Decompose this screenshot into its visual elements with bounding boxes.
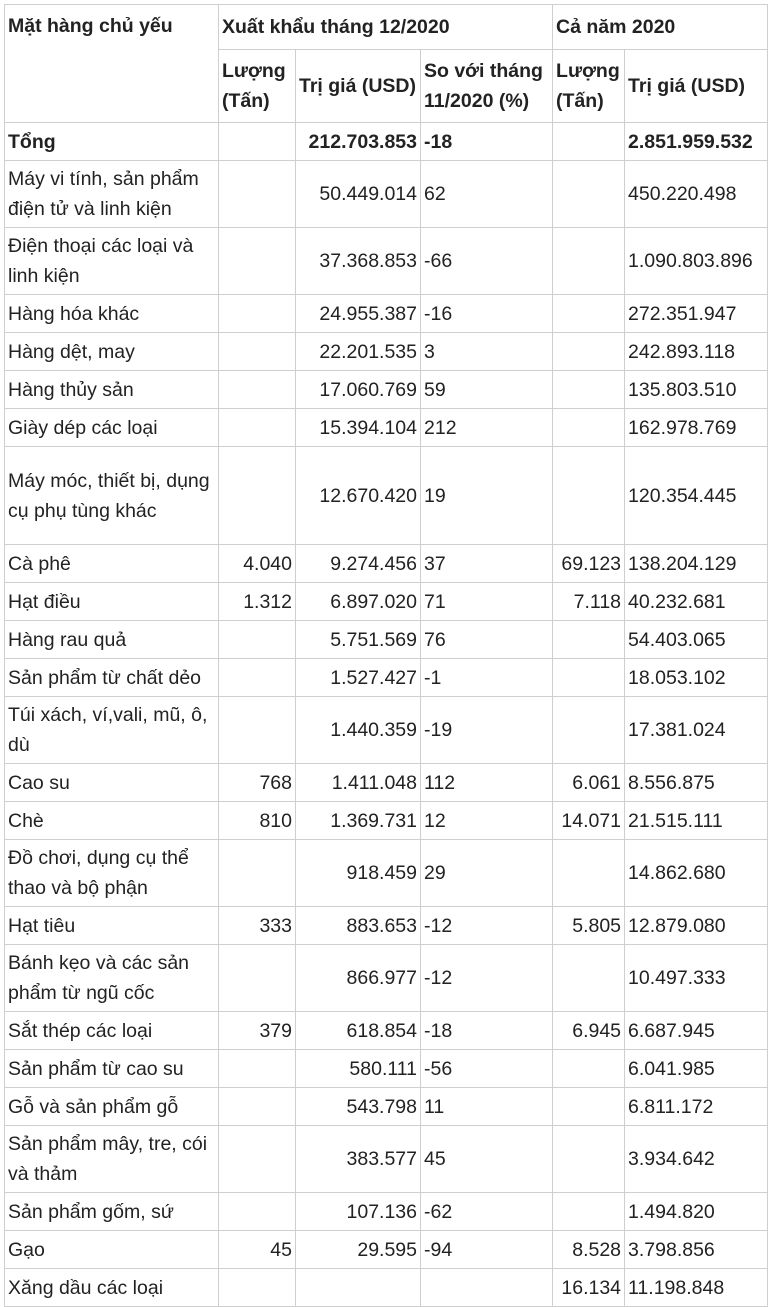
qty-month (219, 621, 296, 659)
table-row (5, 945, 768, 1012)
item-name: Hạt tiêu (5, 907, 219, 945)
value-year: 3.934.642 (625, 1126, 768, 1193)
qty-month (219, 1193, 296, 1231)
qty-year: 7.118 (553, 583, 625, 621)
value-month: 866.977 (296, 945, 421, 1012)
value-year: 138.204.129 (625, 545, 768, 583)
qty-month (219, 1269, 296, 1307)
percent-change: 3 (421, 333, 553, 371)
qty-month (219, 447, 296, 545)
value-year: 272.351.947 (625, 295, 768, 333)
item-name: Giày dép các loại (5, 409, 219, 447)
qty-month: 379 (219, 1012, 296, 1050)
qty-year (553, 333, 625, 371)
value-month: 580.111 (296, 1050, 421, 1088)
table-row (5, 333, 768, 371)
qty-month (219, 161, 296, 228)
value-month: 5.751.569 (296, 621, 421, 659)
value-year: 162.978.769 (625, 409, 768, 447)
value-year: 14.862.680 (625, 840, 768, 907)
header-month-group: Xuất khẩu tháng 12/2020 (219, 5, 553, 50)
qty-month: 4.040 (219, 545, 296, 583)
table-row (5, 1126, 768, 1193)
item-name: Sản phẩm mây, tre, cói và thảm (5, 1126, 219, 1193)
qty-month (219, 1050, 296, 1088)
table-row (5, 907, 768, 945)
value-month: 1.411.048 (296, 764, 421, 802)
table-row (5, 1231, 768, 1269)
percent-change: 62 (421, 161, 553, 228)
item-name: Gạo (5, 1231, 219, 1269)
percent-change: -19 (421, 697, 553, 764)
value-year: 1.494.820 (625, 1193, 768, 1231)
value-month (296, 1269, 421, 1307)
qty-year: 6.945 (553, 1012, 625, 1050)
qty-year (553, 621, 625, 659)
item-name: Bánh kẹo và các sản phẩm từ ngũ cốc (5, 945, 219, 1012)
item-name: Sắt thép các loại (5, 1012, 219, 1050)
qty-year: 16.134 (553, 1269, 625, 1307)
percent-change: 29 (421, 840, 553, 907)
percent-change: -18 (421, 123, 553, 161)
header-year-group: Cả năm 2020 (553, 5, 768, 50)
qty-year (553, 697, 625, 764)
percent-change: -66 (421, 228, 553, 295)
value-month: 212.703.853 (296, 123, 421, 161)
value-year: 2.851.959.532 (625, 123, 768, 161)
value-month: 22.201.535 (296, 333, 421, 371)
qty-year (553, 371, 625, 409)
value-year: 450.220.498 (625, 161, 768, 228)
qty-year: 69.123 (553, 545, 625, 583)
value-year: 6.811.172 (625, 1088, 768, 1126)
table-row (5, 295, 768, 333)
table-row (5, 840, 768, 907)
value-month: 9.274.456 (296, 545, 421, 583)
qty-year: 6.061 (553, 764, 625, 802)
value-year: 17.381.024 (625, 697, 768, 764)
value-month: 918.459 (296, 840, 421, 907)
percent-change: -56 (421, 1050, 553, 1088)
value-month: 15.394.104 (296, 409, 421, 447)
table-row (5, 764, 768, 802)
qty-month: 1.312 (219, 583, 296, 621)
table-row (5, 1050, 768, 1088)
item-name: Sản phẩm từ cao su (5, 1050, 219, 1088)
percent-change (421, 1269, 553, 1307)
item-name: Máy vi tính, sản phẩm điện tử và linh kiện (5, 161, 219, 228)
value-month: 24.955.387 (296, 295, 421, 333)
table-row (5, 583, 768, 621)
item-name: Xăng dầu các loại (5, 1269, 219, 1307)
value-month: 618.854 (296, 1012, 421, 1050)
header-compare: So với tháng 11/2020 (%) (421, 50, 553, 123)
value-year: 135.803.510 (625, 371, 768, 409)
qty-month (219, 945, 296, 1012)
percent-change: -94 (421, 1231, 553, 1269)
percent-change: -16 (421, 295, 553, 333)
qty-year (553, 409, 625, 447)
percent-change: 37 (421, 545, 553, 583)
value-month: 37.368.853 (296, 228, 421, 295)
qty-year (553, 447, 625, 545)
value-month: 12.670.420 (296, 447, 421, 545)
item-name: Túi xách, ví,vali, mũ, ô, dù (5, 697, 219, 764)
table-row (5, 447, 768, 545)
qty-month (219, 840, 296, 907)
item-name: Hàng thủy sản (5, 371, 219, 409)
header-qty-year: Lượng (Tấn) (553, 50, 625, 123)
item-name: Tổng (5, 123, 219, 161)
value-year: 11.198.848 (625, 1269, 768, 1307)
qty-month (219, 333, 296, 371)
table-row (5, 621, 768, 659)
value-month: 1.440.359 (296, 697, 421, 764)
percent-change: -12 (421, 907, 553, 945)
value-year: 40.232.681 (625, 583, 768, 621)
value-month: 1.527.427 (296, 659, 421, 697)
percent-change: 76 (421, 621, 553, 659)
percent-change: 59 (421, 371, 553, 409)
value-year: 21.515.111 (625, 802, 768, 840)
qty-month: 768 (219, 764, 296, 802)
qty-year (553, 659, 625, 697)
header-value-year: Trị giá (USD) (625, 50, 768, 123)
table-row (5, 697, 768, 764)
item-name: Cao su (5, 764, 219, 802)
value-year: 8.556.875 (625, 764, 768, 802)
qty-year (553, 228, 625, 295)
table-row (5, 802, 768, 840)
header-item: Mặt hàng chủ yếu (5, 5, 219, 123)
qty-month (219, 697, 296, 764)
table-row (5, 409, 768, 447)
qty-year: 8.528 (553, 1231, 625, 1269)
header-value: Trị giá (USD) (296, 50, 421, 123)
value-year: 242.893.118 (625, 333, 768, 371)
qty-month (219, 371, 296, 409)
percent-change: -18 (421, 1012, 553, 1050)
export-table (4, 4, 768, 1307)
value-month: 17.060.769 (296, 371, 421, 409)
qty-year (553, 1050, 625, 1088)
item-name: Điện thoại các loại và linh kiện (5, 228, 219, 295)
percent-change: 71 (421, 583, 553, 621)
value-month: 1.369.731 (296, 802, 421, 840)
item-name: Đồ chơi, dụng cụ thể thao và bộ phận (5, 840, 219, 907)
value-year: 6.687.945 (625, 1012, 768, 1050)
table-body (5, 123, 768, 1307)
item-name: Hạt điều (5, 583, 219, 621)
qty-year: 5.805 (553, 907, 625, 945)
qty-year: 14.071 (553, 802, 625, 840)
value-year: 6.041.985 (625, 1050, 768, 1088)
item-name: Hàng dệt, may (5, 333, 219, 371)
qty-year (553, 161, 625, 228)
value-month: 29.595 (296, 1231, 421, 1269)
qty-year (553, 1126, 625, 1193)
percent-change: -12 (421, 945, 553, 1012)
qty-year (553, 1088, 625, 1126)
percent-change: -1 (421, 659, 553, 697)
qty-month (219, 1126, 296, 1193)
table-row (5, 545, 768, 583)
value-year: 12.879.080 (625, 907, 768, 945)
qty-year (553, 295, 625, 333)
qty-month: 45 (219, 1231, 296, 1269)
qty-month (219, 295, 296, 333)
value-year: 10.497.333 (625, 945, 768, 1012)
value-year: 54.403.065 (625, 621, 768, 659)
value-year: 3.798.856 (625, 1231, 768, 1269)
value-month: 383.577 (296, 1126, 421, 1193)
percent-change: 212 (421, 409, 553, 447)
table-row (5, 1269, 768, 1307)
table-row (5, 1193, 768, 1231)
qty-year (553, 123, 625, 161)
qty-month (219, 123, 296, 161)
qty-month (219, 409, 296, 447)
value-month: 107.136 (296, 1193, 421, 1231)
table-row (5, 1088, 768, 1126)
percent-change: 19 (421, 447, 553, 545)
table-row (5, 228, 768, 295)
value-month: 883.653 (296, 907, 421, 945)
item-name: Hàng hóa khác (5, 295, 219, 333)
item-name: Gỗ và sản phẩm gỗ (5, 1088, 219, 1126)
percent-change: 12 (421, 802, 553, 840)
value-month: 543.798 (296, 1088, 421, 1126)
table-row (5, 659, 768, 697)
percent-change: -62 (421, 1193, 553, 1231)
value-month: 50.449.014 (296, 161, 421, 228)
item-name: Hàng rau quả (5, 621, 219, 659)
header-qty: Lượng (Tấn) (219, 50, 296, 123)
table-row (5, 123, 768, 161)
value-month: 6.897.020 (296, 583, 421, 621)
qty-month (219, 659, 296, 697)
table-row (5, 1012, 768, 1050)
qty-month (219, 1088, 296, 1126)
item-name: Sản phẩm từ chất dẻo (5, 659, 219, 697)
qty-month: 333 (219, 907, 296, 945)
value-year: 1.090.803.896 (625, 228, 768, 295)
qty-year (553, 840, 625, 907)
item-name: Chè (5, 802, 219, 840)
percent-change: 45 (421, 1126, 553, 1193)
percent-change: 112 (421, 764, 553, 802)
value-year: 120.354.445 (625, 447, 768, 545)
item-name: Cà phê (5, 545, 219, 583)
value-year: 18.053.102 (625, 659, 768, 697)
percent-change: 11 (421, 1088, 553, 1126)
table-row (5, 161, 768, 228)
table-row (5, 371, 768, 409)
qty-month (219, 228, 296, 295)
item-name: Máy móc, thiết bị, dụng cụ phụ tùng khác (5, 447, 219, 545)
item-name: Sản phẩm gốm, sứ (5, 1193, 219, 1231)
qty-year (553, 945, 625, 1012)
qty-month: 810 (219, 802, 296, 840)
qty-year (553, 1193, 625, 1231)
